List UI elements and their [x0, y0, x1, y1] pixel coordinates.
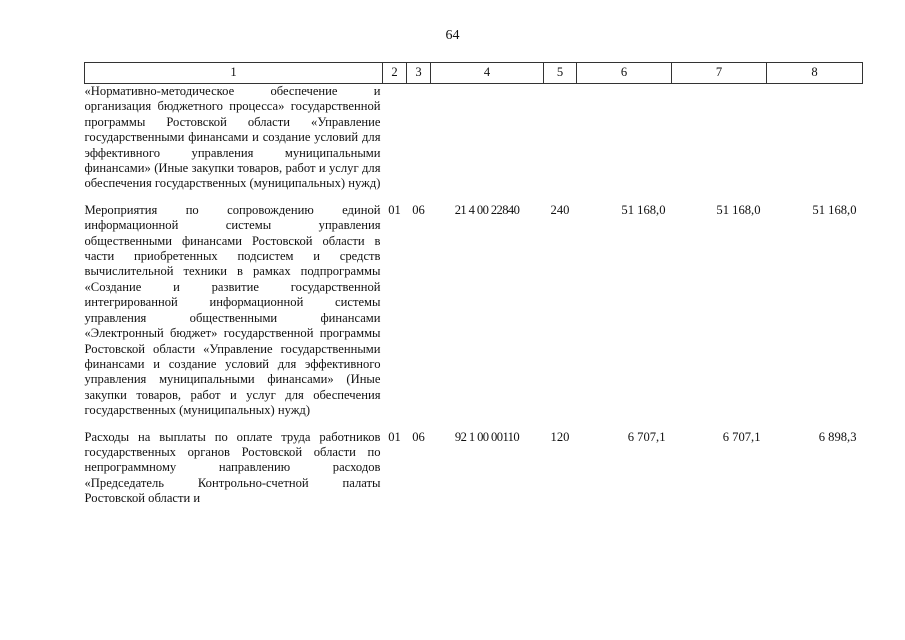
row-amount-3: 51 168,0 [812, 202, 857, 217]
row-amount-3: 6 898,3 [818, 429, 857, 444]
row-razdel: 01 [388, 429, 401, 444]
column-header-podrazdel: 3 [407, 63, 431, 84]
row-amount-3 [767, 84, 863, 200]
page-number: 64 [445, 28, 460, 43]
budget-table [84, 62, 863, 507]
column-header-target-article: 4 [431, 63, 544, 84]
table-row [85, 84, 863, 200]
row-amount-1 [577, 84, 672, 200]
column-header-name: 1 [85, 63, 383, 84]
column-header-expense-type: 5 [544, 63, 577, 84]
row-target-article: 92 1 00 00110 [454, 429, 520, 444]
column-header-razdel: 2 [383, 63, 407, 84]
row-description: «Нормативно-методическое обеспечение и организация бюджетного процесса» государственной программы Ростовской области «Управление государственными финансами и создание условий для эффективного управления муниципальными финансами» (Иные закупки товаров, работ и услуг для обеспечения государственных (муниципальных) нужд) [84, 84, 381, 191]
table-row [85, 427, 863, 507]
row-razdel: 01 [388, 202, 401, 217]
row-expense-type: 120 [550, 429, 570, 444]
row-amount-2: 6 707,1 [722, 429, 761, 444]
row-amount-2: 51 168,0 [716, 202, 761, 217]
table-header-row [85, 63, 863, 84]
row-podrazdel: 06 [412, 202, 425, 217]
row-description: Расходы на выплаты по оплате труда работников государственных органов Ростовской области по непрограммному направлению расходов «Председатель Контрольно-счетной палаты Ростовской области и [84, 429, 381, 506]
column-header-amount-3: 8 [767, 63, 863, 84]
row-target-article [431, 84, 544, 200]
row-podrazdel [407, 84, 431, 200]
row-podrazdel: 06 [412, 429, 425, 444]
row-description: Мероприятия по сопровождению единой информационной системы управления общественными финансами Ростовской области в части приобретенных подсистем и средств вычислительной техники в рамках подпрограммы «Создание и развитие государственной интегрированной информационной системы управления общественными финансами «Электронный бюджет» государственной программы Ростовской области «Управление государственными финансами и создание условий для эффективного управления муниципальными финансами» (Иные закупки товаров, работ и услуг для обеспечения государственных (муниципальных) нужд) [84, 202, 381, 418]
row-razdel [383, 84, 407, 200]
row-amount-1: 6 707,1 [627, 429, 666, 444]
column-header-amount-2: 7 [672, 63, 767, 84]
row-amount-2 [672, 84, 767, 200]
row-amount-1: 51 168,0 [621, 202, 666, 217]
row-expense-type: 240 [550, 202, 570, 217]
row-target-article: 21 4 00 22840 [454, 202, 520, 217]
table-row [85, 200, 863, 427]
row-expense-type [544, 84, 577, 200]
column-header-amount-1: 6 [577, 63, 672, 84]
